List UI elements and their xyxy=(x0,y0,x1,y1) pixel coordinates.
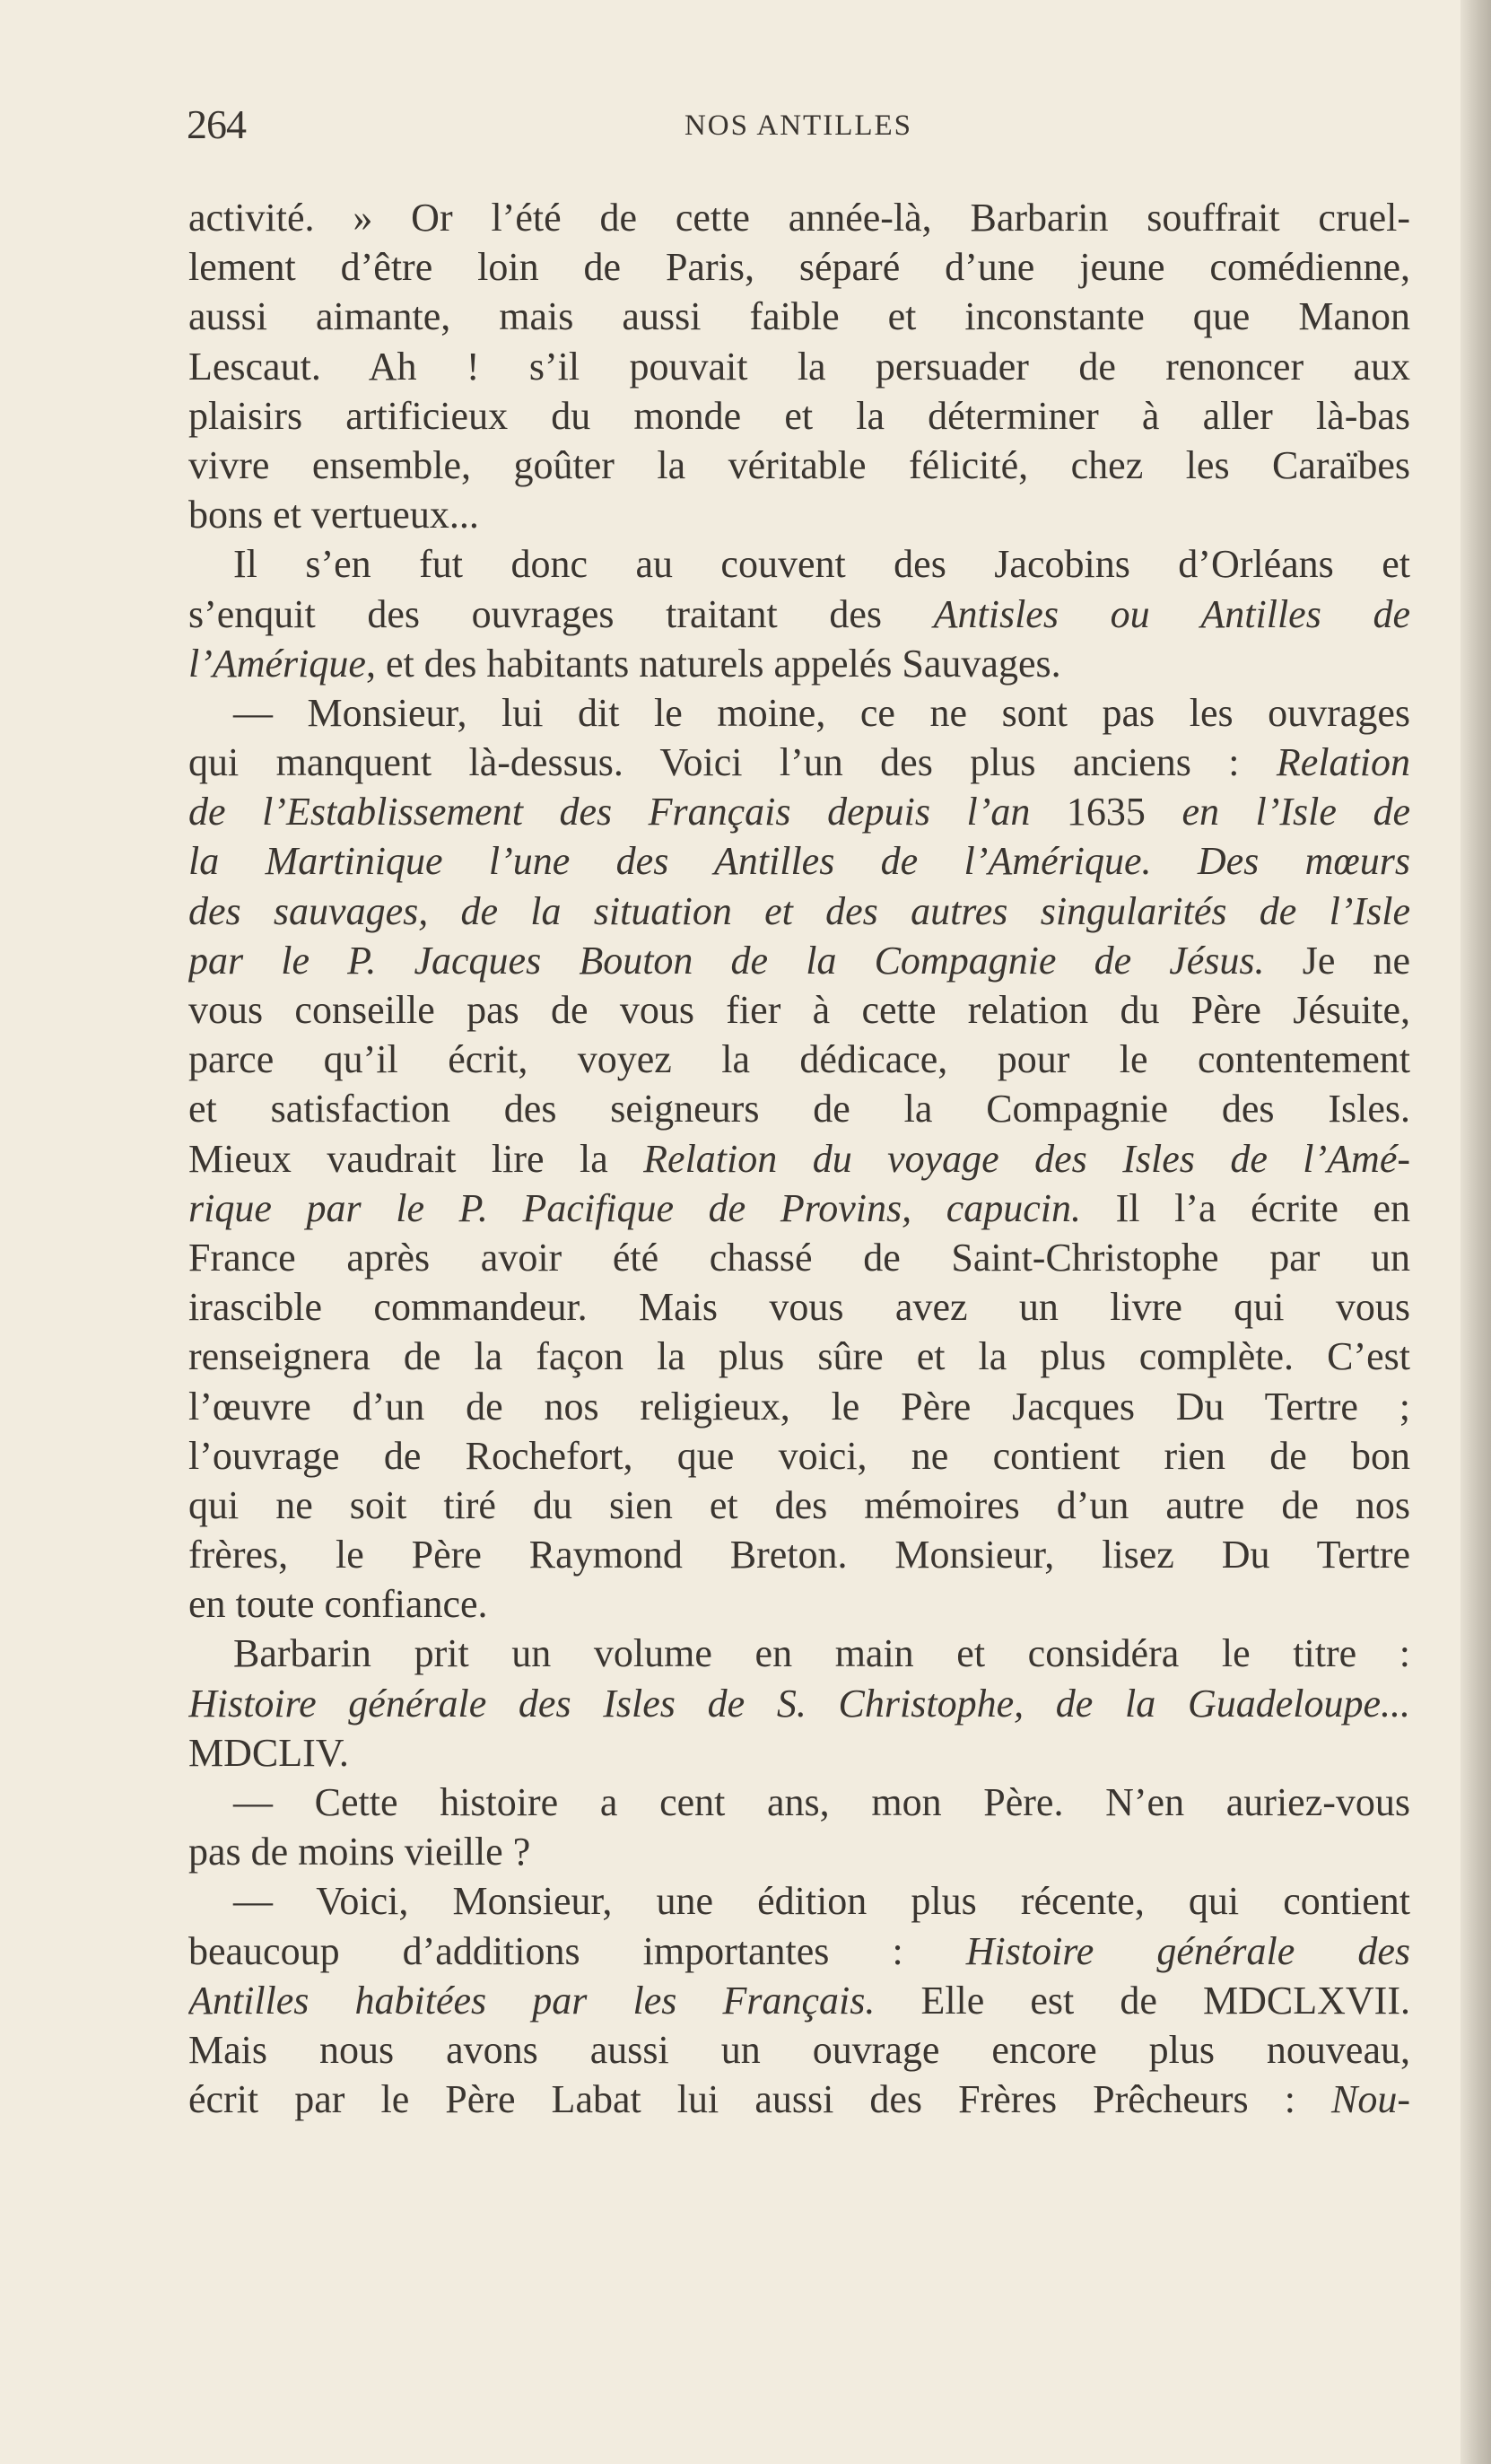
text-segment: , et des habitants naturels appelés Sauvages. xyxy=(365,641,1061,686)
italic-title-text: Relation du voyage des Isles de l’Amé- xyxy=(643,1136,1410,1181)
text-line xyxy=(188,1778,1410,1827)
text-segment: — Monsieur, lui dit le moine, ce ne sont pas les ouvrages xyxy=(233,690,1410,735)
text-line xyxy=(188,2075,1410,2124)
italic-title-text: rique par le P. Pacifique de Provins, capucin. xyxy=(188,1185,1081,1230)
text-segment: MDCLIV. xyxy=(188,1730,349,1775)
italic-title-text: par le P. Jacques Bouton de la Compagnie de Jésus. xyxy=(188,938,1265,983)
italic-title-text: l’Amérique xyxy=(188,641,366,686)
text-line xyxy=(188,1728,1410,1778)
text-line xyxy=(188,590,1410,639)
text-line xyxy=(188,1184,1410,1233)
text-line xyxy=(188,391,1410,441)
text-segment: irascible commandeur. Mais vous avez un livre qui vous xyxy=(188,1285,1410,1330)
text-segment: pas de moins vieille ? xyxy=(188,1830,531,1874)
text-line xyxy=(188,738,1410,787)
page-edge-shadow xyxy=(1460,0,1491,2464)
italic-title-text: la Martinique l’une des Antilles de l’Amérique. Des mœurs xyxy=(188,839,1410,884)
text-segment: Il s’en fut donc au couvent des Jacobins d’Orléans et xyxy=(233,542,1410,587)
text-segment: et satisfaction des seigneurs de la Compagnie des Isles. xyxy=(188,1087,1410,1132)
text-line xyxy=(188,1927,1410,1976)
running-title: NOS ANTILLES xyxy=(684,109,913,142)
text-line xyxy=(188,1827,1410,1876)
text-line xyxy=(188,1035,1410,1084)
text-line xyxy=(188,1134,1410,1184)
text-segment: l’œuvre d’un de nos religieux, le Père Jacques Du Tertre ; xyxy=(188,1384,1410,1429)
text-line xyxy=(188,2025,1410,2075)
text-segment: lement d’être loin de Paris, séparé d’une jeune comédienne, xyxy=(188,245,1410,290)
text-line xyxy=(188,787,1410,836)
text-line xyxy=(188,936,1410,985)
text-line xyxy=(188,292,1410,341)
text-segment: Lescaut. Ah ! s’il pouvait la persuader de renoncer aux xyxy=(188,344,1410,389)
italic-title-text: Antisles ou Antilles de xyxy=(933,591,1410,636)
text-segment: vivre ensemble, goûter la véritable félicité, chez les Caraïbes xyxy=(188,442,1410,487)
text-line xyxy=(188,1629,1410,1678)
text-segment: Elle est de MDCLXVII. xyxy=(875,1978,1410,2023)
text-line xyxy=(188,342,1410,391)
text-segment: écrit par le Père Labat lui aussi des Frères Prêcheurs : xyxy=(188,2077,1331,2122)
text-segment: — Cette histoire a cent ans, mon Père. N’en auriez-vous xyxy=(233,1780,1410,1824)
text-segment: frères, le Père Raymond Breton. Monsieur, lisez Du Tertre xyxy=(188,1533,1410,1577)
text-segment: beaucoup d’additions importantes : xyxy=(188,1928,966,1973)
text-line xyxy=(188,836,1410,886)
text-segment: activité. » Or l’été de cette année-là, Barbarin souffrait cruel- xyxy=(188,196,1410,240)
text-line xyxy=(188,1976,1410,2025)
text-line xyxy=(188,887,1410,936)
text-line xyxy=(188,1332,1410,1381)
text-line xyxy=(188,688,1410,738)
text-segment: bons et vertueux... xyxy=(188,493,479,537)
text-line xyxy=(188,490,1410,539)
body-text xyxy=(188,193,1410,2124)
italic-title-text: des sauvages, de la situation et des autres singularités de l’Isle xyxy=(188,888,1410,933)
text-line xyxy=(188,1530,1410,1579)
italic-title-text: Histoire générale des xyxy=(965,1928,1410,1973)
text-segment: Barbarin prit un volume en main et considéra le titre : xyxy=(233,1631,1410,1676)
text-segment: parce qu’il écrit, voyez la dédicace, pour le contentement xyxy=(188,1037,1410,1082)
italic-title-text: de l’Establissement des Français depuis l’an xyxy=(188,790,1067,834)
text-segment: aussi aimante, mais aussi faible et inconstante que Manon xyxy=(188,294,1410,339)
text-segment: renseignera de la façon la plus sûre et la plus complète. C’est xyxy=(188,1334,1410,1379)
text-segment: qui manquent là-dessus. Voici l’un des plus anciens : xyxy=(188,740,1277,785)
text-segment: Mais nous avons aussi un ouvrage encore plus nouveau, xyxy=(188,2027,1410,2072)
text-line xyxy=(188,985,1410,1035)
text-line xyxy=(188,539,1410,589)
text-segment: l’ouvrage de Rochefort, que voici, ne contient rien de bon xyxy=(188,1433,1410,1478)
text-line xyxy=(188,639,1410,688)
text-segment: s’enquit des ouvrages traitant des xyxy=(188,591,934,636)
italic-title-text: Histoire générale des Isles de S. Christophe, de la Guadeloupe... xyxy=(188,1681,1410,1726)
text-segment: Je ne xyxy=(1264,938,1410,983)
text-line xyxy=(188,1282,1410,1332)
page-number: 264 xyxy=(187,101,246,147)
text-segment: — Voici, Monsieur, une édition plus récente, qui contient xyxy=(233,1879,1410,1924)
text-segment: vous conseille pas de vous fier à cette relation du Père Jésuite, xyxy=(188,988,1410,1032)
text-line xyxy=(188,1382,1410,1431)
text-segment: Mieux vaudrait lire la xyxy=(188,1136,644,1181)
text-line xyxy=(188,1481,1410,1530)
text-line xyxy=(188,193,1410,242)
text-segment: qui ne soit tiré du sien et des mémoires d’un autre de nos xyxy=(188,1482,1410,1527)
text-segment: 1635 xyxy=(1066,790,1146,834)
text-line xyxy=(188,1579,1410,1629)
text-line xyxy=(188,1679,1410,1728)
text-line xyxy=(188,1084,1410,1133)
italic-title-text: en l’Isle de xyxy=(1145,790,1410,834)
italic-title-text: Relation xyxy=(1276,740,1410,785)
text-segment: en toute confiance. xyxy=(188,1582,488,1627)
italic-title-text: Antilles habitées par les Français. xyxy=(188,1978,876,2023)
text-line xyxy=(188,242,1410,292)
text-segment: France après avoir été chassé de Saint-Christophe par un xyxy=(188,1235,1410,1280)
italic-title-text: Nou- xyxy=(1331,2077,1410,2122)
text-line xyxy=(188,1431,1410,1481)
text-line xyxy=(188,1233,1410,1282)
text-line xyxy=(188,1876,1410,1926)
text-segment: Il l’a écrite en xyxy=(1081,1185,1410,1230)
text-segment: plaisirs artificieux du monde et la déterminer à aller là-bas xyxy=(188,393,1410,438)
text-line xyxy=(188,441,1410,490)
